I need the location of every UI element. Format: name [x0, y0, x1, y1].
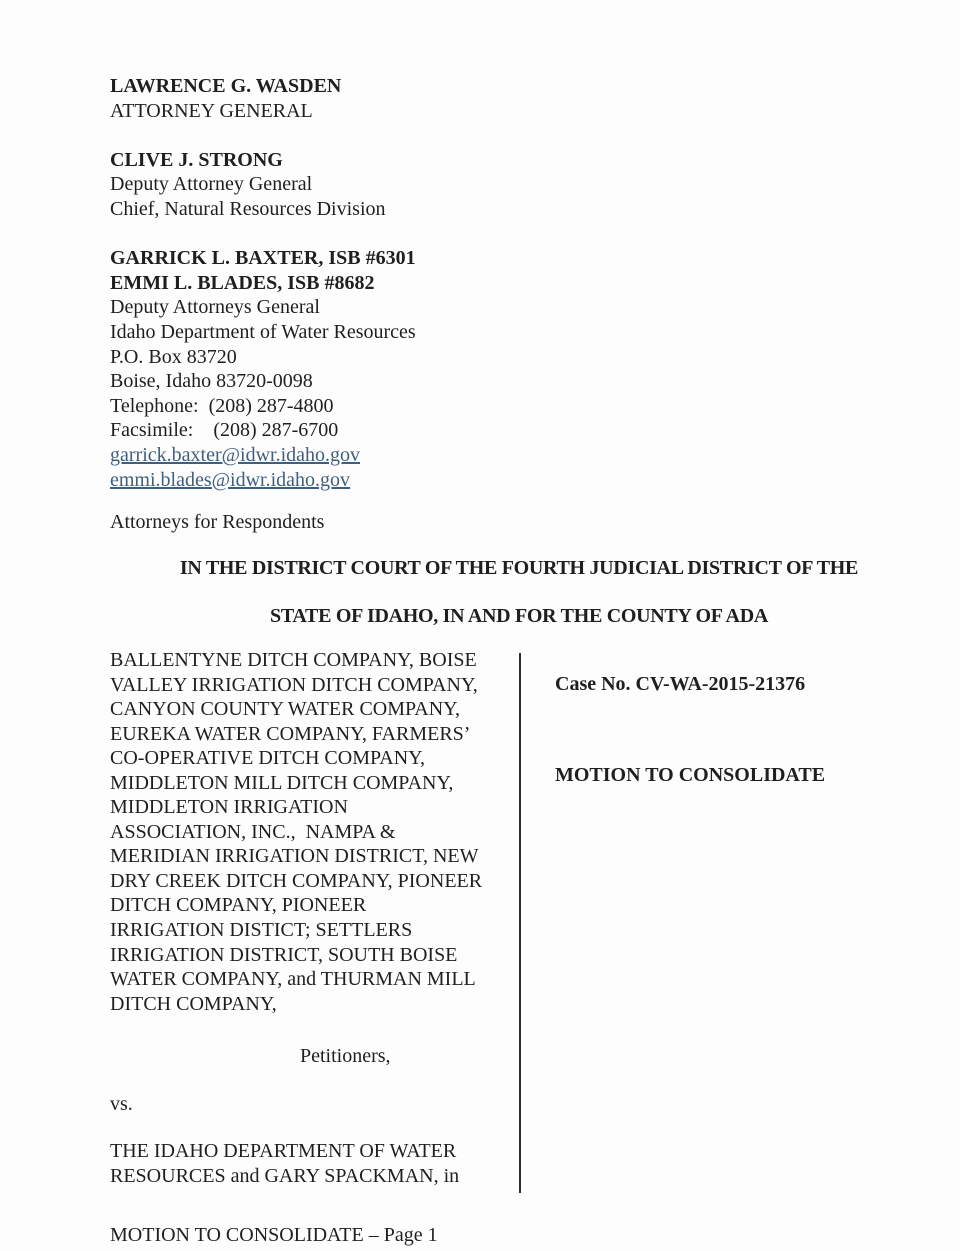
counsel-role: Attorneys for Respondents: [110, 511, 325, 534]
respondents-block: [110, 1139, 520, 1188]
petitioner-line: DRY CREEK DITCH COMPANY, PIONEER: [110, 869, 483, 892]
attorney-general-title: ATTORNEY GENERAL: [110, 99, 313, 122]
respondent-line: THE IDAHO DEPARTMENT OF WATER: [110, 1140, 457, 1163]
versus-label: vs.: [110, 1092, 133, 1115]
facsimile-line: Facsimile: (208) 287-6700: [110, 419, 339, 442]
petitioner-line: MERIDIAN IRRIGATION DISTRICT, NEW: [110, 845, 479, 868]
deputy-ag-name: CLIVE J. STRONG: [110, 148, 283, 171]
blank-line: [110, 492, 416, 510]
counsel-name-1: GARRICK L. BAXTER, ISB #6301: [110, 247, 416, 270]
address-line-2: Boise, Idaho 83720-0098: [110, 370, 313, 393]
caption-case-cell: [555, 672, 825, 787]
court-title-line-2: STATE OF IDAHO, IN AND FOR THE COUNTY OF ADA: [270, 604, 768, 627]
document-title: MOTION TO CONSOLIDATE: [555, 763, 826, 786]
footer-text: MOTION TO CONSOLIDATE – Page 1: [110, 1224, 438, 1246]
petitioner-line: EUREKA WATER COMPANY, FARMERS’: [110, 722, 471, 745]
petitioner-line: MIDDLETON MILL DITCH COMPANY,: [110, 771, 454, 794]
petitioner-line: IRRIGATION DISTICT; SETTLERS: [110, 919, 413, 942]
court-title-line-1: IN THE DISTRICT COURT OF THE FOURTH JUDICIAL DISTRICT OF THE: [179, 557, 859, 579]
court-title: [110, 556, 928, 628]
petitioner-line: CANYON COUNTY WATER COMPANY,: [110, 698, 461, 721]
respondent-line: RESOURCES and GARY SPACKMAN, in: [110, 1164, 460, 1187]
deputy-ag-title: Deputy Attorney General: [110, 173, 313, 196]
page-footer: [110, 1223, 438, 1248]
petitioner-line: MIDDLETON IRRIGATION: [110, 796, 348, 819]
deputy-ag-division: Chief, Natural Resources Division: [110, 197, 386, 220]
petitioner-line: DITCH COMPANY, PIONEER: [110, 894, 367, 917]
address-line-1: P.O. Box 83720: [110, 345, 237, 368]
counsel-title: Deputy Attorneys General: [110, 296, 320, 319]
email-link-2[interactable]: emmi.blades@idwr.idaho.gov: [110, 468, 351, 491]
counsel-block: [110, 74, 416, 535]
petitioner-line: CO-OPERATIVE DITCH COMPANY,: [110, 747, 426, 770]
petitioner-line: BALLENTYNE DITCH COMPANY, BOISE: [110, 649, 477, 671]
agency-name: Idaho Department of Water Resources: [110, 320, 416, 343]
counsel-name-2: EMMI L. BLADES, ISB #8682: [110, 271, 375, 294]
blank-line: [110, 123, 416, 148]
petitioner-line: IRRIGATION DISTRICT, SOUTH BOISE: [110, 943, 458, 966]
attorney-general-name: LAWRENCE G. WASDEN: [110, 75, 342, 97]
petitioner-line: DITCH COMPANY,: [110, 992, 277, 1015]
petitioner-line: WATER COMPANY, and THURMAN MILL: [110, 968, 476, 991]
petitioner-line: VALLEY IRRIGATION DITCH COMPANY,: [110, 673, 478, 696]
petitioner-line: ASSOCIATION, INC., NAMPA &: [110, 820, 396, 843]
case-number: Case No. CV-WA-2015-21376: [555, 673, 806, 695]
petitioners-label: Petitioners,: [300, 1045, 391, 1068]
blank-line: [110, 222, 416, 247]
caption-petitioners-cell: [110, 648, 520, 1188]
caption-divider-line: [519, 653, 521, 1193]
email-link-1[interactable]: garrick.baxter@idwr.idaho.gov: [110, 443, 361, 466]
telephone-line: Telephone: (208) 287-4800: [110, 394, 334, 417]
